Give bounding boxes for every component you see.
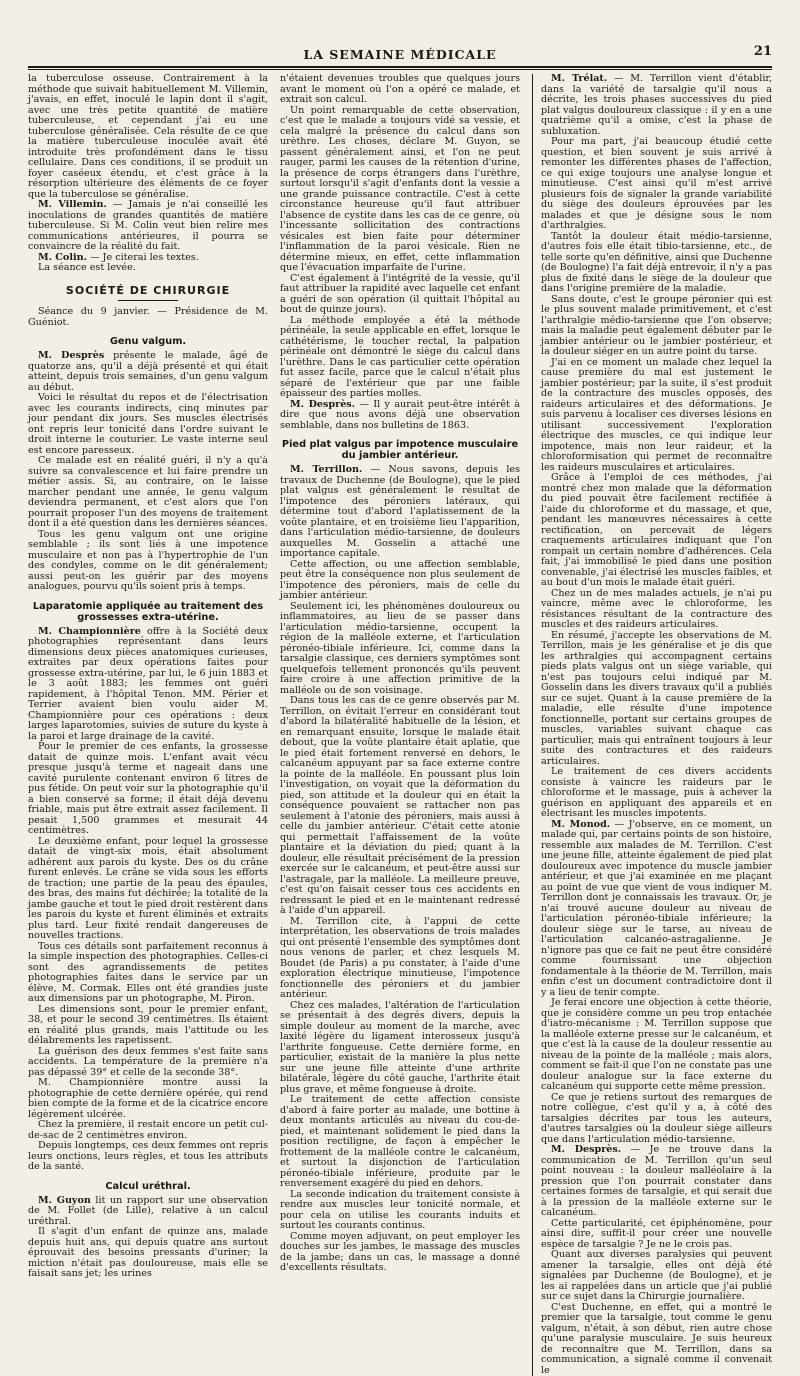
- article-title: Calcul uréthral.: [28, 1181, 268, 1192]
- speaker: M. Colin.: [38, 252, 87, 263]
- paragraph: n'étaient devenues troubles que quelques jours avant le moment où l'on a opéré ce malade, et extrait son calcul.: [280, 74, 520, 106]
- article-title: Laparatomie appliquée au traitement des grossesses extra-utérine.: [28, 601, 268, 623]
- paragraph: En résumé, j'accepte les observations de M. Terrillon, mais je les généralise et je dis que les arthralgies qui accompagnent certains pieds plats valgus ont un siège variable, qui n'est pas toujours celui indiqué par M. Gosselin dans les divers travaux qu'il a publiés sur ce sujet. Quant à la cause première de la maladie, elle résulte d'une impotence fonctionnelle, portant sur certains groupes de muscles, variables suivant chaque cas particulier, mais qui entraînent toujours à leur suite des contractures et des raideurs articulaires.: [541, 631, 772, 768]
- paragraph: Dans tous les cas de ce genre observés par M. Terrillon, on évitait l'erreur en considérant tout d'abord la bilatéralité habituelle de la lésion, et en remarquant ensuite, lorsque le malade était debout, que la voûte plantaire était aplatie, que le pied était fortement renversé en dehors, le calcanéum appuyant par sa face externe contre la pointe de la malléole. En poussant plus loin l'investigation, on voyait que la déformation du pied, son attitude et la douleur qui en était la conséquence pouvaient se rattacher non pas seulement à l'atonie des péroniers, mais aussi à celle du jambier antérieur. C'était cette atonie qui permettait l'affaissement de la voûte plantaire et la déviation du pied; quant à la douleur, elle résultait précisément de la pression exercée sur le calcanéum, et peut-être aussi sur l'astragale, par la malléole. La meilleure preuve, c'est qu'on faisait cesser tous ces accidents en redressant le pied et en le maintenant redressé à l'aide d'un appareil.: [280, 696, 520, 917]
- paragraph: La seconde indication du traitement consiste à rendre aux muscles leur tonicité normale, et pour cela on utilise les courants induits et surtout les courants continus.: [280, 1190, 520, 1232]
- speaker: M. Trélat.: [551, 73, 607, 84]
- paragraph: Sans doute, c'est le groupe péronier qui est le plus souvent malade primitivement, et c'est l'arthralgie médio-tarsienne que l'on observe; mais la maladie peut également débuter par le jambier antérieur ou le jambier postérieur, et la douleur siéger en un autre point du tarse.: [541, 295, 772, 358]
- column-1: [28, 74, 268, 1376]
- paragraph: [541, 74, 772, 137]
- paragraph: Depuis longtemps, ces deux femmes ont repris leurs onctions, leurs règles, et tous les attributs de la santé.: [28, 1141, 268, 1173]
- paragraph: M. Championnière montre aussi la photographie de cette dernière opérée, qui rend bien compte de la forme et de la cicatrice encore légèrement ulcérée.: [28, 1078, 268, 1120]
- paragraph: [280, 400, 520, 432]
- page-number: 21: [754, 44, 772, 59]
- paragraph: [541, 1145, 772, 1219]
- paragraph: Le traitement de cette affection consiste d'abord à faire porter au malade, une bottine à deux montants articulés au niveau du cou-de-pied, et maintenant solidement le pied dans la position rectiligne, de façon à empêcher le frottement de la malléole contre le calcanéum, et surtout la disjonction de l'articulation péronéo-tibiale inférieure, produite par le renversement exagéré du pied en dehors.: [280, 1095, 520, 1190]
- paragraph: Chez la première, il restait encore un petit cul-de-sac de 2 centimètres environ.: [28, 1120, 268, 1141]
- running-title: LA SEMAINE MÉDICALE: [303, 47, 496, 62]
- paragraph: [28, 627, 268, 743]
- paragraph-text: — M. Terrillon vient d'établir, dans la variété de tarsalgie qu'il nous a décrite, les trois phases successives du pied plat valgus douloureux classique : il y en a une quatrième qu'il a omise, c'est la phase de subluxation.: [541, 73, 772, 137]
- paragraph-text: — Jamais je n'ai conseillé les inoculations de grandes quantités de matière tuberculeuse. Si M. Colin veut bien relire mes communications antérieures, il pourra se convaincre de la réalité du fait.: [28, 199, 268, 252]
- speaker: M. Monod.: [551, 819, 610, 830]
- paragraph-text: — Il y aurait peut-être intérêt à dire que nous avons déjà une observation semblable, dans nos bulletins de 1863.: [280, 399, 520, 431]
- header-rule-thin: [28, 69, 772, 70]
- paragraph: Grâce à l'emploi de ces méthodes, j'ai montré chez mon malade que la déformation du pied pouvait être facilement rectifiée à l'aide du chloroforme et du massage, et que, pendant les manœuvres nécessaires à cette rectification, on percevait de légers craquements articulaires indiquant que l'on rompait un certain nombre d'adhérences. Cela fait, j'ai immobilisé le pied dans une position convenable, j'ai électrisé les muscles faibles, et au bout d'un mois le malade était guéri.: [541, 473, 772, 589]
- paragraph: Cette particularité, cet épiphénomène, pour ainsi dire, suffit-il pour créer une nouvelle espèce de tarsalgie ? Je ne le crois pas.: [541, 1219, 772, 1251]
- paragraph: Quant aux diverses paralysies qui peuvent amener la tarsalgie, elles ont déjà été signalées par Duchenne (de Boulogne), et je les ai rappelées dans un article que j'ai publié sur ce sujet dans la Chirurgie journalière.: [541, 1250, 772, 1303]
- speaker: M. Championnière: [38, 626, 141, 637]
- paragraph: Pour ma part, j'ai beaucoup étudié cette question, et bien souvent je suis arrivé à remonter les différentes phases de l'affection, ce qui exige toujours une analyse longue et minutieuse. C'est ainsi qu'il m'est arrivé plusieurs fois de signaler la grande variabilité du siège des douleurs éprouvées par les malades et que je désigne sous le nom d'arthralgies.: [541, 137, 772, 232]
- paragraph: M. Terrillon cite, à l'appui de cette interprétation, les observations de trois malades qui ont présenté l'ensemble des symptômes dont nous venons de parler, et chez lesquels M. Boudet (de Paris) a pu constater, à l'aide d'une exploration électrique minutieuse, l'impotence fonctionnelle des péroniers et du jambier antérieur.: [280, 917, 520, 1001]
- paragraph: C'est également à l'intégrité de la vessie, qu'il faut attribuer la rapidité avec laquelle cet enfant a guéri de son opération (il quittait l'hôpital au bout de quinze jours).: [280, 274, 520, 316]
- paragraph: Comme moyen adjuvant, on peut employer les douches sur les jambes, le massage des muscles de la jambe; dans un cas, le massage a donné d'excellents résultats.: [280, 1232, 520, 1274]
- paragraph-text: présente le malade, âgé de quatorze ans, qu'il a déjà présenté et qui était atteint, depuis trois semaines, d'un genu valgum au début.: [28, 350, 268, 393]
- paragraph: La séance est levée.: [28, 263, 268, 274]
- paragraph: Tous ces détails sont parfaitement reconnus à la simple inspection des photographies. Celles-ci sont des agrandissements de petites photographies faites dans le service par un élève, M. Cormak. Elles ont été grandies juste aux dimensions par un photographe, M. Piron.: [28, 942, 268, 1005]
- paragraph-text: — Je citerai les textes.: [87, 252, 199, 263]
- paragraph: Chez un de mes malades actuels, je n'ai pu vaincre, même avec le chloroforme, les résistances résultant de la contracture des muscles et des raideurs articulaires.: [541, 589, 772, 631]
- speaker: M. Villemin.: [38, 199, 107, 210]
- session-line: Séance du 9 janvier. — Présidence de M. Guéniot.: [28, 307, 268, 328]
- paragraph: C'est Duchenne, en effet, qui a montré le premier que la tarsalgie, tout comme le genu valgum, n'était, à son début, rien autre chose qu'une paralysie musculaire. Je suis heureux de reconnaître que M. Terrillon, dans sa communication, a signalé comme il convenait le: [541, 1303, 772, 1376]
- column-2: [280, 74, 520, 1376]
- paragraph-text: — J'observe, en ce moment, un malade qui, par certains points de son histoire, ressemble aux malades de M. Terrillon. C'est une jeune fille, atteinte également de pied plat douloureux avec impotence du muscle jambier antérieur, et que j'ai examinée en me plaçant au point de vue que vient de vous indiquer M. Terrillon dont je connaissais les travaux. Or, je n'ai trouvé aucune douleur au niveau de l'articulation péronéo-tibiale inférieure; la douleur siège sur le tarse, au niveau de l'articulation calcanéo-astragalienne. Je n'ignore pas que ce fait ne peut être considéré comme fournissant une objection fondamentale à la théorie de M. Terrillon, mais enfin c'est un document contradictoire dont il y a lieu de tenir compte.: [541, 819, 772, 998]
- paragraph: [541, 820, 772, 999]
- paragraph: [28, 351, 268, 393]
- speaker: M. Guyon: [38, 1195, 91, 1206]
- paragraph: Tantôt la douleur était médio-tarsienne, d'autres fois elle était tibio-tarsienne, etc., de telle sorte qu'en définitive, ainsi que Duchenne (de Boulogne) l'a fait déjà entrevoir, il n'y a pas plus de fixité dans le siège de la douleur que dans l'origine première de la maladie.: [541, 232, 772, 295]
- speaker: M. Desprès: [38, 350, 104, 361]
- paragraph: Ce que je retiens surtout des remarques de notre collègue, c'est qu'il y a, à côté des tarsalgies décrites par tous les auteurs, d'autres tarsalgies où la douleur siège ailleurs que dans l'articulation médio-tarsienne.: [541, 1093, 772, 1146]
- paragraph-text: — Je ne trouve dans la communication de M. Terrillon qu'un seul point nouveau : la douleur malléolaire à la pression que l'on pourrait constater dans certaines formes de tarsalgie, et qui serait due à la pression de la malléole externe sur le calcanéum.: [541, 1144, 772, 1218]
- paragraph: Chez ces malades, l'altération de l'articulation se présentait à des degrés divers, depuis la simple douleur au moment de la marche, avec laxité légère du ligament interosseux jusqu'à l'arthrite fongueuse. Cette dernière forme, en particulier, existait de la manière la plus nette sur une jeune fille atteinte d'une arthrite bilatérale, légère du côté gauche, l'arthrite était plus grave, et même fongueuse à droite.: [280, 1001, 520, 1096]
- paragraph: Pour le premier de ces enfants, la grossesse datait de quinze mois. L'enfant avait vécu presque jusqu'à terme et nageait dans une cavité purulente contenant environ 6 litres de pus fétide. On peut voir sur la photographie qu'il a bien conservé sa forme; il était déjà devenu friable, mais put être extrait assez facilement. Il pesait 1,500 grammes et mesurait 44 centimètres.: [28, 742, 268, 837]
- paragraph: Les dimensions sont, pour le premier enfant, 38, et pour le second 39 centimètres. Ils étaient en réalité plus grands, mais l'attitude ou les délabrements les rapetissent.: [28, 1005, 268, 1047]
- paragraph-text: offre à la Société deux photographies représentant dans leurs dimensions deux pièces anatomiques curieuses, extraites par deux opérations faites pour grossesse extra-utérine, par lui, le 6 juin 1883 et le 3 août 1883; les femmes ont guéri rapidement, à l'hôpital Tenon. MM. Périer et Terrier avaient bien voulu aider M. Championnière pour ces opérations : deux larges laparotomies, suivies de suture du kyste à la paroi et large drainage de la cavité.: [28, 626, 268, 742]
- speaker: M. Terrillon.: [290, 464, 362, 475]
- paragraph: Il s'agit d'un enfant de quinze ans, malade depuis huit ans, qui depuis quatre ans surtout éprouvait des besoins pressants d'uriner; la miction n'était pas douloureuse, mais elle se faisait sans jet; les urines: [28, 1227, 268, 1280]
- paragraph: Un point remarquable de cette observation, c'est que le malade a toujours vidé sa vessie, et cela malgré la présence du calcul dans son urèthre. Les choses, déclare M. Guyon, se passent généralement ainsi, et l'on ne peut rauger, parmi les causes de la rétention d'urine, la présence de corps étrangers dans l'urèthre, surtout lorsqu'il s'agit d'enfants dont la vessie a une grande puissance contractile. C'est à cette circonstance heureuse qu'il faut attribuer l'absence de cystite dans les cas de ce genre, où l'incessante sollicitation des contractions vésicales est bien faite pour déterminer l'inflammation de la paroi vésicale. Rien ne détermine mieux, en effet, cette inflammation que l'évacuation imparfaite de l'urine.: [280, 106, 520, 274]
- speaker: M. Desprès.: [290, 399, 355, 410]
- paragraph: [28, 1196, 268, 1228]
- paragraph: Le traitement de ces divers accidents consiste à vaincre les raideurs par le chloroforme et le massage, puis à achever la guérison en appliquant des appareils et en électrisant les muscles impotents.: [541, 767, 772, 820]
- paragraph: Je ferai encore une objection à cette théorie, que je considère comme un peu trop entachée d'iatro-mécanisme : M. Terrillon suppose que la malléole externe presse sur le calcanéum, et que c'est là la cause de la douleur ressentie au niveau de la pointe de la malléole ; mais alors, comment se fait-il que l'on ne constate pas une douleur analogue sur la face externe du calcanéum qui supporte cette même pression.: [541, 998, 772, 1093]
- text-columns: [28, 74, 772, 1100]
- paragraph: [280, 465, 520, 560]
- speaker: M. Desprès.: [551, 1144, 621, 1155]
- paragraph: J'ai en ce moment un malade chez lequel la cause première du mal est justement le jambier postérieur; par la suite, il s'est produit de la contracture des muscles opposés, des raideurs articulaires et des déformations. Je suis parvenu à localiser ces diverses lésions en utilisant successivement l'exploration électrique des muscles, ce qui indique leur impotence, mais non leur raideur, et la chloroformisation qui permet de reconnaître les raideurs musculaires et articulaires.: [541, 358, 772, 474]
- paragraph: Seulement ici, les phénomènes douloureux ou inflammatoires, au lieu de se passer dans l'articulation médio-tarsienne, occupent la région de la malléole externe, et l'articulation péronéo-tibiale inférieure. Ici, comme dans la tarsalgie classique, ces derniers symptômes sont quelquefois tellement prononcés qu'ils peuvent faire croire à une affection primitive de la malléole ou de son voisinage.: [280, 602, 520, 697]
- paragraph: Voici le résultat du repos et de l'électrisation avec les courants indirects, cinq minutes par jour pendant dix jours. Ses muscles électrisés ont repris leur tonicité dans l'ordre suivant le droit interne le couturier. Le vaste interne seul est encore paresseux.: [28, 393, 268, 456]
- header-rule: [28, 66, 772, 68]
- paragraph: Cette affection, ou une affection semblable, peut être la conséquence non plus seulement de l'impotence des péroniers, mais de celle du jambier antérieur.: [280, 560, 520, 602]
- page-header: [28, 44, 772, 64]
- paragraph: La méthode employée a été la méthode périnéale, la seule applicable en effet, lorsque le cathétérisme, le toucher rectal, la palpation périnéale ont démontré le siège du calcul dans l'urèthre. Dans le cas particulier cette opération fut assez facile, parce que le calcul n'était plus séparé de l'extérieur que par une faible épaisseur des parties molles.: [280, 316, 520, 400]
- paragraph: Tous les genu valgum ont une origine semblable ; ils sont liés à une impotence musculaire et non pas à l'hypertrophie de l'un des condyles, comme on le dit généralement; aussi peut-on les guérir par des moyens analogues, pourvu qu'ils soient pris à temps.: [28, 530, 268, 593]
- paragraph-text: — Nous savons, depuis les travaux de Duchenne (de Boulogne), que le pied plat valgus est généralement le résultat de l'impotence des péroniers latéraux, qui détermine tout d'abord l'aplatissement de la voûte plantaire, et en troisième lieu l'apparition, dans l'articulation médio-tarsienne, de douleurs auxquelles M. Gosselin a attaché une importance capitale.: [280, 464, 520, 559]
- article-title: Genu valgum.: [28, 336, 268, 347]
- paragraph-text: lit un rapport sur une observation de M. Follet (de Lille), relative à un calcul uréthral.: [28, 1195, 268, 1227]
- paragraph: Le deuxième enfant, pour lequel la grossesse datait de vingt-six mois, était absolument adhérent aux parois du kyste. Des os du crâne furent enlevés. Le crâne se vida sous les efforts de traction; une partie de la peau des épaules, des bras, des mains fut déchirée; la totalité de la jambe gauche et tout le pied droit restèrent dans les parois du kyste et furent éliminés et extraits plus tard. Leur fixité rendait dangereuses de nouvelles tractions.: [28, 837, 268, 942]
- section-title: SOCIÉTÉ DE CHIRURGIE: [28, 286, 268, 297]
- paragraph: Ce malade est en réalité guéri, il n'y a qu'à suivre sa convalescence et lui faire prendre un métier assis. Si, au contraire, on le laisse marcher pendant une année, le genu valgum deviendra permanent, et c'est alors que l'on pourrait proposer l'un des moyens de traitement dont il a été question dans les dernières séances.: [28, 456, 268, 530]
- paragraph: La guérison des deux femmes s'est faite sans accidents. La température de la première n'a pas dépassé 39° et celle de la seconde 38°.: [28, 1047, 268, 1079]
- article-title: Pied plat valgus par impotence musculaire du jambier antérieur.: [280, 439, 520, 461]
- paragraph: [28, 200, 268, 253]
- column-3: [532, 74, 772, 1376]
- section-rule: [118, 300, 178, 301]
- paragraph: la tuberculose osseuse. Contrairement à la méthode que suivait habituellement M. Villemin, j'avais, en effet, inoculé le lapin dont il s'agit, avec une très petite quantité de matière tuberculeuse, et cependant j'ai eu une tuberculose généralisée. Cela résulte de ce que la matière tuberculeuse inoculée avait été introduite très profondément dans le tissu cellulaire. Dans ces conditions, il se produit un foyer caséeux étendu, et c'est grâce à la résorption ultérieure des éléments de ce foyer que la tuberculose se généralise.: [28, 74, 268, 200]
